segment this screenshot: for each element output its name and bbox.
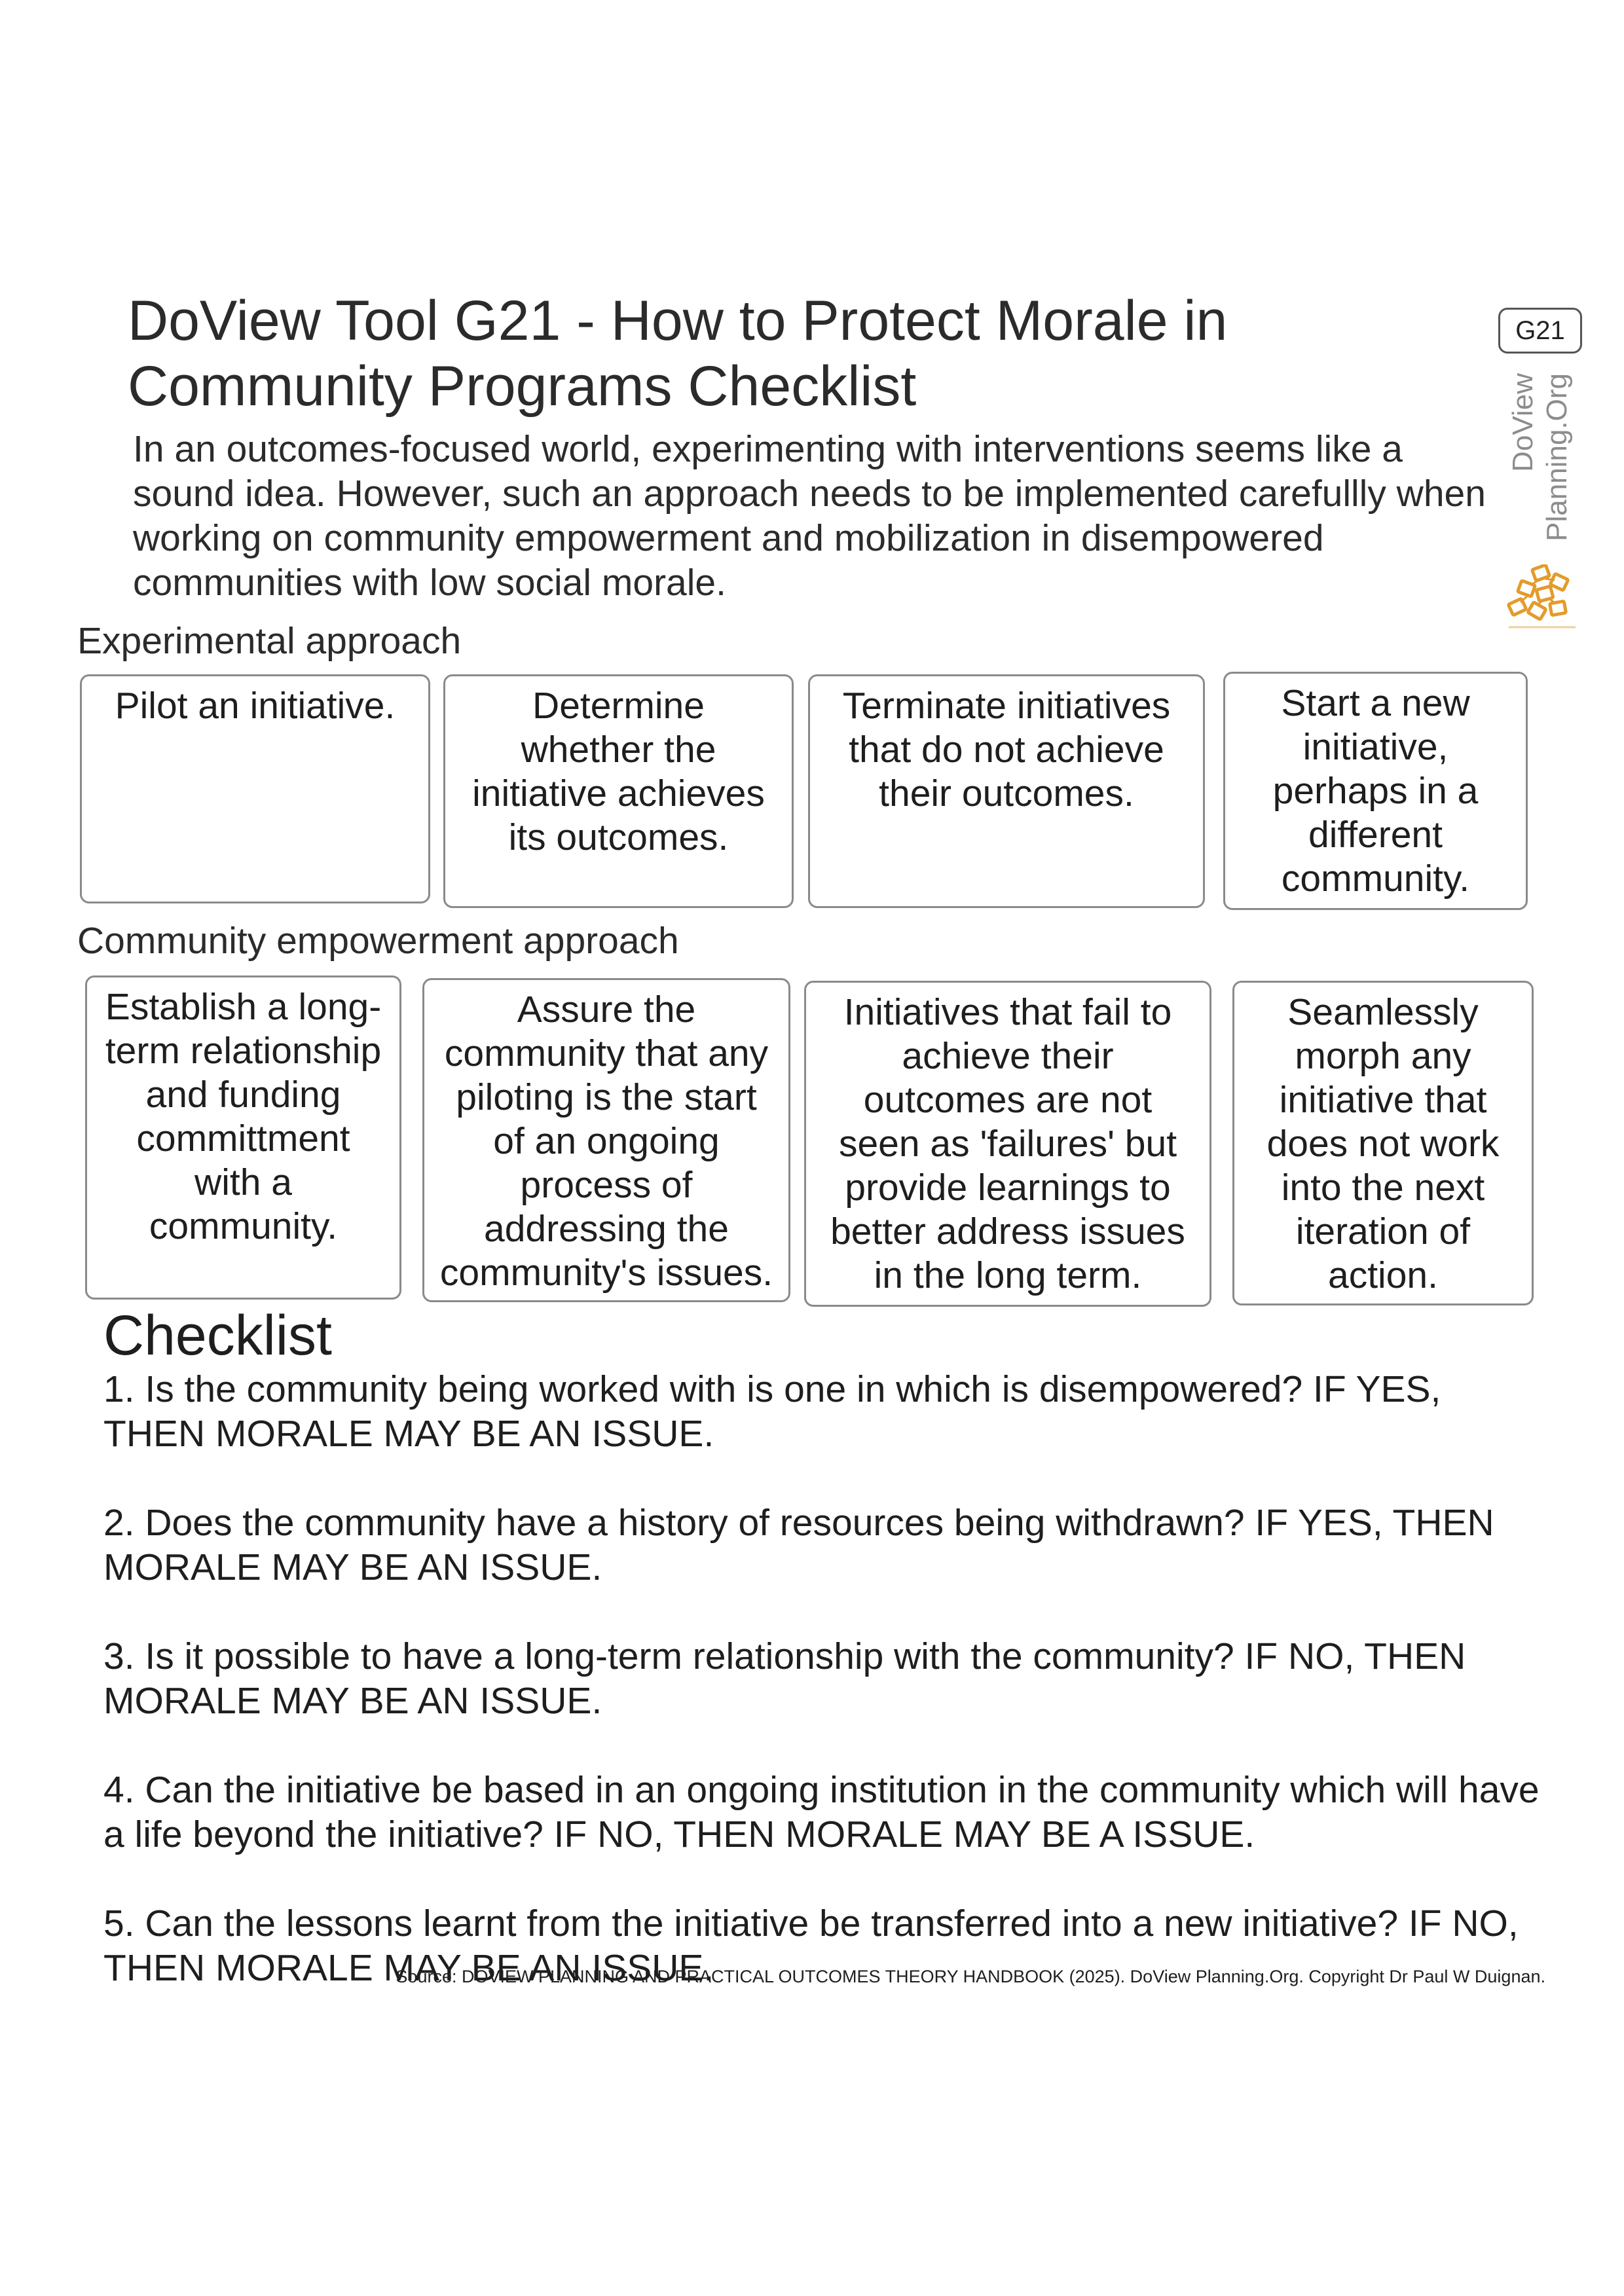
checklist-heading: Checklist	[103, 1304, 332, 1367]
checklist-item: 2. Does the community have a history of resources being withdrawn? IF YES, THEN MORALE MAY BE AN ISSUE.	[103, 1502, 1494, 1588]
checklist-item: 3. Is it possible to have a long-term relationship with the community? IF NO, THEN MORALE MAY BE AN ISSUE.	[103, 1635, 1466, 1722]
experimental-box-2: Determine whether the initiative achieves its outcomes.	[443, 674, 794, 908]
community-approach-label: Community empowerment approach	[77, 920, 679, 962]
brand-wordmark	[1506, 373, 1585, 550]
page-title	[128, 288, 1372, 419]
page-title-line-2: Community Programs Checklist	[128, 355, 917, 418]
experimental-box-3: Terminate initiatives that do not achieve their outcomes.	[808, 674, 1205, 908]
community-box-3: Initiatives that fail to achieve their outcomes are not seen as 'failures' but provide learnings to better address issues in the long term.	[804, 981, 1211, 1307]
community-box-4: Seamlessly morph any initiative that does not work into the next iteration of action.	[1232, 981, 1534, 1305]
checklist-list	[103, 1367, 1544, 2035]
experimental-box-1: Pilot an initiative.	[80, 674, 430, 903]
page-title-line-1: DoView Tool G21 - How to Protect Morale in	[128, 289, 1228, 352]
checklist-item: 4. Can the initiative be based in an ongoing institution in the community which will have a life beyond the initiative? IF NO, THEN MORALE MAY BE A ISSUE.	[103, 1769, 1540, 1855]
experimental-approach-label: Experimental approach	[77, 620, 462, 662]
tool-badge: G21	[1498, 308, 1582, 354]
experimental-box-4: Start a new initiative, perhaps in a different community.	[1223, 672, 1528, 910]
intro-paragraph: In an outcomes-focused world, experimenting with interventions seems like a sound idea. However, such an approach needs to be implemented carefullly when working on community empowerment and mobilization in disempowered communities with low social morale.	[133, 428, 1486, 604]
source-citation: Source: DOVIEW PLANNING AND PRACTICAL OUTCOMES THEORY HANDBOOK (2025). DoView Planning.Org. Copyright Dr Paul W Duignan.	[396, 1967, 1545, 1986]
doview-logo-icon	[1506, 564, 1578, 630]
checklist-item: 1. Is the community being worked with is one in which is disempowered? IF YES, THEN MORALE MAY BE AN ISSUE.	[103, 1368, 1441, 1455]
community-box-1: Establish a long-term relationship and funding committment with a community.	[85, 975, 401, 1300]
brand-line-2: Planning.Org	[1541, 373, 1573, 541]
community-box-2: Assure the community that any piloting is the start of an ongoing process of addressing the community's issues.	[422, 978, 790, 1302]
checklist-item: 5. Can the lessons learnt from the initiative be transferred into a new initiative? IF NO, THEN MORALE MAY BE AN ISSUE.	[103, 1903, 1519, 1989]
brand-line-1: DoView	[1507, 373, 1539, 472]
